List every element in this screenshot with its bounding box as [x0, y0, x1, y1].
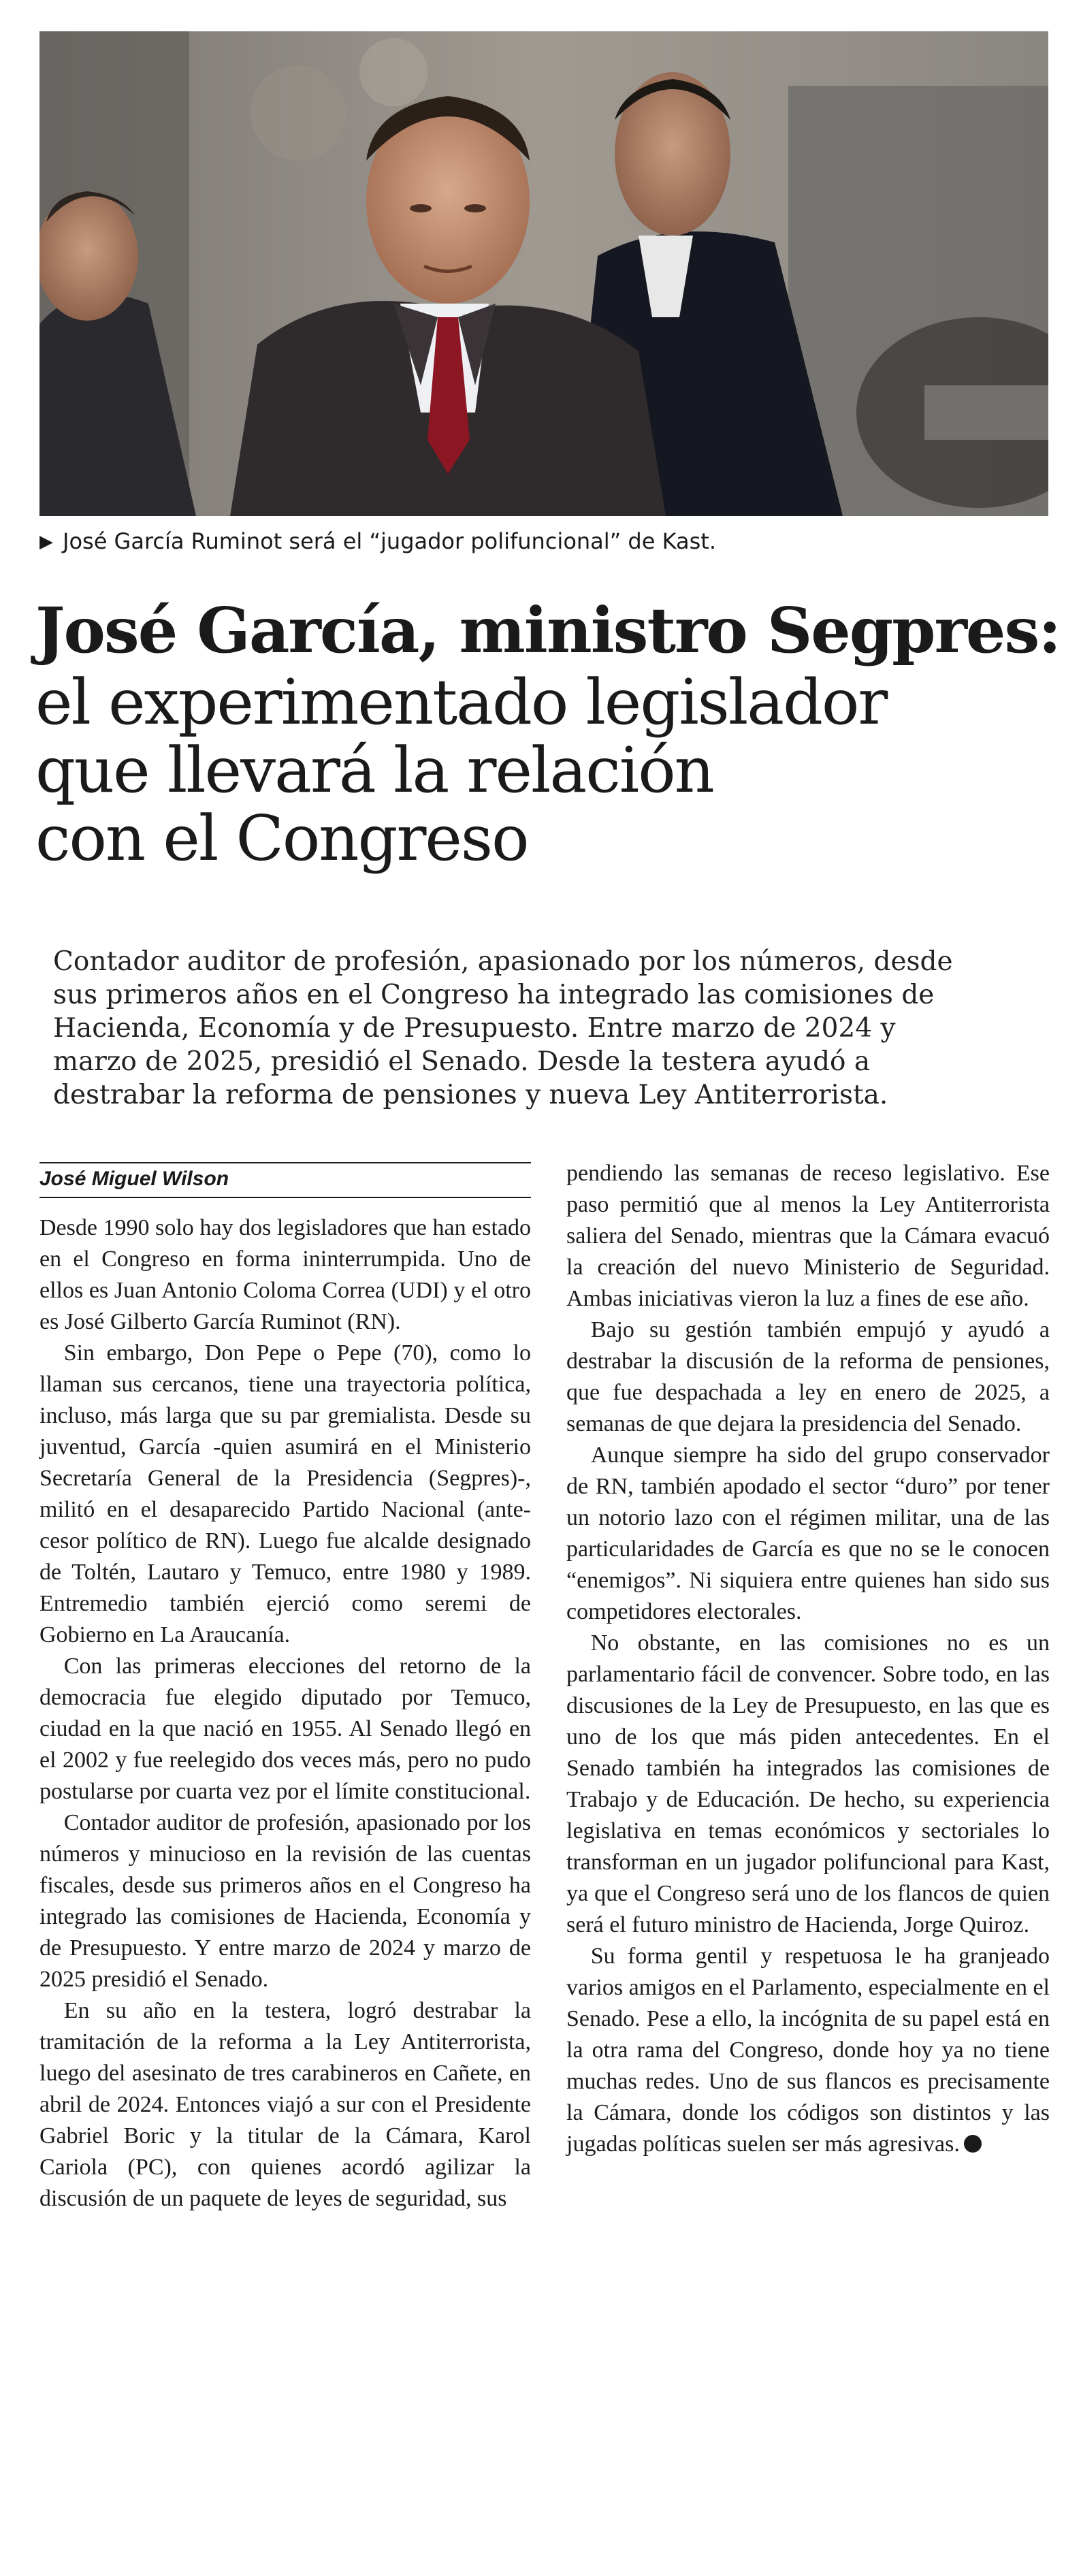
body-paragraph: Sin embargo, Don Pepe o Pepe (70), como lo llaman sus cercanos, tiene una trayectoria política, incluso, más larga que su par gremialista. Desde su juventud, García -quien asumirá en el Ministerio Secretaría General de la Presidencia (Segpres)-, militó en el desaparecido Partido Nacional (antecesor político de RN). Luego fue alcalde designado de Toltén, Lautaro y Temuco, entre 1980 y 1989. Entremedio también ejerció como seremi de Gobierno en La Araucanía.: [39, 1340, 531, 1647]
photo-illustration: [39, 31, 1048, 516]
photo-caption: [39, 528, 1048, 556]
headline-light-line: con el Congreso: [35, 802, 528, 875]
body-paragraph: No obstante, en las comisiones no es un parlamentario fácil de convencer. Sobre todo, en las discusiones de la Ley de Presupuesto, en las que es uno de los que más piden antecedentes. En el Senado también ha integrados las comisiones de Trabajo y de Educación. De hecho, su experiencia legislativa en temas económicos y sectoriales lo transforman en un jugador polifuncional para Kast, ya que el Congreso será uno de los flancos de quien será el futuro ministro de Hacienda, Jorge Quiroz.: [566, 1630, 1050, 1937]
body-paragraph: Con las primeras elecciones del retorno de la democracia fue elegido diputado por Temuco, ciudad en la que nació en 1955. Al Senado llegó en el 2002 y fue reelegido dos veces más, pero no pudo postularse por cuarta vez por el límite constitucional.: [39, 1654, 531, 1804]
triangle-right-icon: ▶: [39, 532, 53, 552]
lede-line: destrabar la reforma de pensiones y nueva Ley Antiterrorista.: [53, 1080, 888, 1110]
article-photo: [39, 31, 1048, 516]
byline-bottom-rule: [39, 1197, 531, 1198]
lede-line: Contador auditor de profesión, apasionado por los números, desde: [53, 946, 953, 977]
headline-bold-line: José García, ministro Segpres:: [35, 594, 1061, 667]
final-paragraph-text: Su forma gentil y respetuosa le ha granjeado varios amigos en el Parlamento, especialmente en el Senado. Pese a ello, la incógnita de su papel está en la otra rama del Congreso, donde hoy ya no tiene muchas redes. Uno de sus flancos es precisamente la Cámara, donde los códigos son distintos y las jugadas políticas suelen ser más agresivas.: [566, 1944, 1050, 2157]
headline-light-line: que llevará la relación: [35, 734, 713, 807]
body-paragraph: En su año en la testera, logró destrabar la tramitación de la reforma a la Ley Antiterrorista, luego del asesinato de tres carabineros en Cañete, en abril de 2024. Entonces viajó a sur con el Presidente Gabriel Boric y la titular de la Cámara, Karol Cariola (PC), con quienes acordó agilizar la discusión de un paquete de leyes de seguridad, sus: [39, 1998, 531, 2211]
body-paragraph: Aunque siempre ha sido del grupo conservador de RN, también apodado el sector “duro” por tener un notorio lazo con el régimen militar, una de las particularidades de García es que no se le conocen “enemigos”. Ni siquiera entre quienes han sido sus competidores electorales.: [566, 1443, 1050, 1624]
body-paragraph-final: [566, 1941, 1050, 2160]
body-column-left: [39, 1212, 531, 2215]
article-lede: [53, 945, 1033, 1112]
body-paragraph: Bajo su gestión también empujó y ayudó a destrabar la discusión de la reforma de pensiones, que fue despachada a ley en enero de 2025, a semanas de que dejara la presidencia del Senado.: [566, 1317, 1050, 1436]
headline: [35, 592, 1061, 875]
body-paragraph: Desde 1990 solo hay dos legisladores que han estado en el Congreso en forma ininterrumpida. Uno de ellos es Juan Antonio Coloma Correa (UDI) y el otro es José Gilberto García Ruminot (RN).: [39, 1215, 531, 1334]
photo-caption-text: José García Ruminot será el “jugador polifuncional” de Kast.: [63, 528, 717, 554]
byline: José Miguel Wilson: [39, 1168, 229, 1190]
body-paragraph: Contador auditor de profesión, apasionado por los números y minucioso en la revisión de las cuentas fiscales, desde sus primeros años en el Congreso ha integrado las comisiones de Hacienda, Economía y de Presupuesto. Y entre marzo de 2024 y marzo de 2025 presidió el Senado.: [39, 1810, 531, 1992]
body-paragraph-continued: pendiendo las semanas de receso legislativo. Ese paso permitió que al menos la Ley Antiterrorista saliera del Senado, mientras que la Cámara evacuó la creación del nuevo Ministerio de Seguridad. Ambas iniciativas vieron la luz a fines de ese año.: [566, 1161, 1050, 1311]
end-of-article-dot-icon: [964, 2135, 982, 2153]
body-column-right: [566, 1158, 1050, 2160]
lede-line: marzo de 2025, presidió el Senado. Desde la testera ayudó a: [53, 1046, 871, 1077]
byline-top-rule: [39, 1162, 531, 1163]
lede-line: Hacienda, Economía y de Presupuesto. Entre marzo de 2024 y: [53, 1013, 896, 1044]
lede-line: sus primeros años en el Congreso ha integrado las comisiones de: [53, 980, 935, 1010]
headline-light-line: el experimentado legislador: [35, 666, 887, 739]
